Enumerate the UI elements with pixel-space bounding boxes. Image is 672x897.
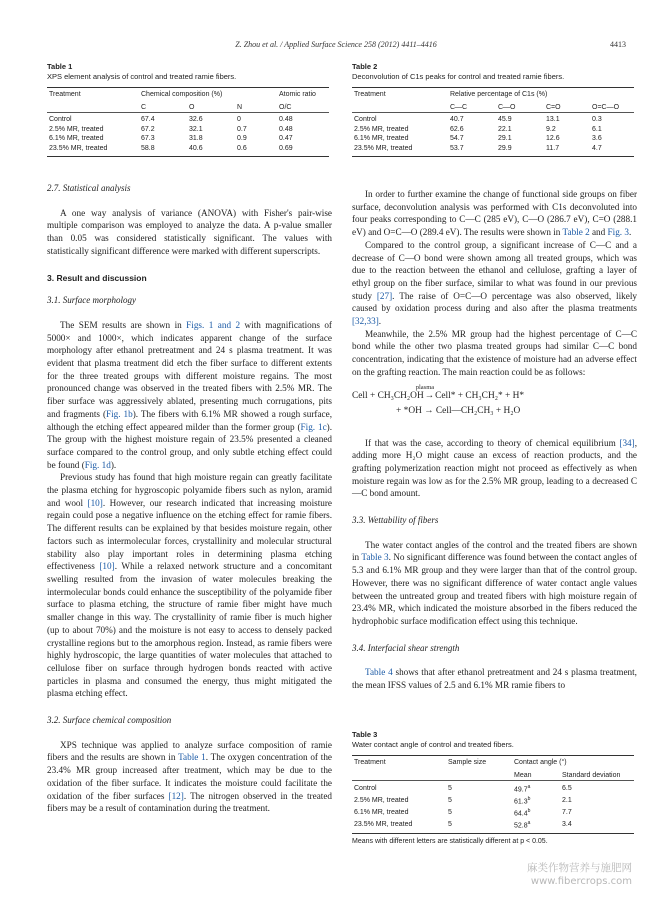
subheader-n: N <box>237 103 243 111</box>
fig-1b-link[interactable]: Fig. 1b <box>106 408 133 419</box>
table-row: 2.5% MR, treated 62.6 22.1 9.2 6.1 <box>354 125 602 133</box>
left-column <box>47 182 332 815</box>
table-2-caption: Deconvolution of C1s peaks for control and treated ramie fibers. <box>352 72 565 81</box>
ref-34-link[interactable]: [34] <box>619 437 635 448</box>
table-3-label: Table 3 <box>352 730 378 739</box>
table-4-link[interactable]: Table 4 <box>365 667 393 678</box>
table-header-row <box>352 88 634 100</box>
watermark-url: www.fibercrops.com <box>530 876 632 887</box>
table-row: 23.5% MR, treated 5 52.8$^a$ 3.4 <box>352 819 634 833</box>
header-contact-angle: Contact angle (°) <box>514 759 567 766</box>
ref-32-33-link[interactable]: [32,33] <box>352 316 379 327</box>
section-3-1-heading: 3.1. Surface morphology <box>47 295 136 306</box>
ref-10-link[interactable]: [10] <box>99 561 115 572</box>
journal-citation: Z. Zhou et al. / Applied Surface Science 258 (2012) 4411–4416 <box>235 40 437 49</box>
subheader-cc: C—C <box>450 103 468 111</box>
equation-line-2: + *OH → Cell—CH₂CH₃ + H₂O <box>396 405 521 416</box>
header-atomic-ratio: Atomic ratio <box>279 91 316 98</box>
table-1-link[interactable]: Table 1 <box>178 752 206 763</box>
table-row: 2.5% MR, treated 5 61.3$^b$ 2.1 <box>354 796 572 806</box>
figs-1-2-link[interactable]: Figs. 1 and 2 <box>186 319 241 330</box>
section-3-1-paragraph-2: Previous study has found that high moisture regain can greatly facilitate the plasma etching for hygroscopic polyamide fibers such as nylon, aramid and wool [10]. However, our research indicated that increasing moisture regain could pose a negative influence on the etching effect for ramie fibers. The different results can be explained by that besides moisture regain, other factors such as intermolecular forces, crystallinity and molecular structural stability also play important roles in determining plasma etching effectiveness [10]. While a relaxed network structure and a concomitant swelling resulted from the invasion of water molecules breaking the intermolecular bonds could enhance the susceptibility of the polyamide fiber surface to plasma etching, the structure of ramie fiber might have much smaller change in this way. The crystallinity of ramie fiber is much higher (up to about 70%) and the moisture is not easy to access to densely packed crystalline regions but to the amorphous region. Instead, as ramie fibers were highly hydroscopic, the large quantities of water molecules that attached to cellulose fiber on surface through hydrogen bonds reacted with active particles in plasma and consumed the energy, thus might mitigated the plasma etching effect. <box>47 472 332 699</box>
subheader-co: C—O <box>498 103 516 111</box>
fig-1c-link[interactable]: Fig. 1c <box>300 421 327 432</box>
header-chemical-composition: Chemical composition (%) <box>141 91 223 98</box>
deconvolution-paragraph: In order to further examine the change of functional side groups on fiber surface, deconvolution analysis was performed with C1s deconvoluted into four peaks corresponding to C—C (285 eV), C—O (286.7 eV), C=O (288.1 eV) and O=C—O (289.4 eV). The results were shown in Table 2 and Fig. 3. <box>352 189 637 238</box>
subheader-oco: O=C—O <box>592 103 620 111</box>
ref-27-link[interactable]: [27] <box>376 290 393 301</box>
table-2-link[interactable]: Table 2 <box>562 227 590 238</box>
significance-letter: a <box>527 819 531 826</box>
table-row: 6.1% MR, treated 67.3 31.8 0.9 0.47 <box>49 135 293 143</box>
significance-letter: b <box>527 808 531 815</box>
table-3-link[interactable]: Table 3 <box>361 552 389 563</box>
section-2-7-paragraph: A one way analysis of variance (ANOVA) with Fisher's pair-wise multiple comparison was employed to analyze the data. A p-value smaller than 0.05 was considered statistically significant. The values with statistically significant difference were marked with different superscripts. <box>47 207 332 256</box>
reaction-equation <box>352 383 637 421</box>
table-3-footnote: Means with different letters are statistically different at p < 0.05. <box>352 837 548 845</box>
table-header-row <box>352 756 634 768</box>
table-1 <box>47 62 329 157</box>
table-subheader-row <box>352 100 634 113</box>
table-2-grid <box>352 87 634 157</box>
subheader-standard-deviation: Standard deviation <box>562 771 621 779</box>
fig-1d-link[interactable]: Fig. 1d <box>84 459 111 470</box>
table-row: 23.5% MR, treated 53.7 29.9 11.7 4.7 <box>352 144 634 156</box>
table-row: 23.5% MR, treated 58.8 40.6 0.6 0.69 <box>47 144 329 156</box>
table-row: 2.5% MR, treated 67.2 32.1 0.7 0.48 <box>49 125 293 133</box>
section-3-3-heading: 3.3. Wettability of fibers <box>352 515 439 526</box>
section-3-1-paragraph-1: The SEM results are shown in Figs. 1 and 2 with magnifications of 5000× and 1000×, which indicates apparent change of the surface morphology after ethanol pretreatment and 24 s plasma treatment. It was evident that plasma treatment did etch the fiber surface to different extents for the three treated groups with different moisture regains. The most pronounced change was observed in the treated fibers with 2.5% MR. The fiber surface was aggressively ablated, presenting much corrugations, pits and fragments (Fig. 1b). The fibers with 6.1% MR showed a rough surface, although the etching effect appeared milder than the former group (Fig. 1c). The group with the highest moisture regain of 23.5% presented a cleaned surface compared to the control group, and only subtle etching effect could be found (Fig. 1d). <box>47 319 333 470</box>
section-3-2-paragraph: XPS technique was applied to analyze surface composition of ramie fibers and the results are shown in Table 1. The oxygen concentration of the 23.4% MR group increased after treatment, which may be due to the oxidation of the fiber surface. It indicates the moisture could facilitate the oxidation of the fiber surfaces [12]. The nitrogen observed in the treated fibers may be a result of contamination during the treatment. <box>47 739 333 814</box>
header-treatment: Treatment <box>354 759 386 766</box>
subheader-c-double-o: C=O <box>546 103 561 111</box>
table-header-row <box>47 88 329 100</box>
subheader-c: C <box>141 103 147 111</box>
table-3-caption: Water contact angle of control and treated fibers. <box>352 740 514 749</box>
table-row: Control 5 49.7$^a$ 6.5 <box>354 784 572 794</box>
ref-12-link[interactable]: [12] <box>168 790 184 801</box>
table-1-caption: XPS element analysis of control and treated ramie fibers. <box>47 72 237 81</box>
comparison-paragraph: Compared to the control group, a significant increase of C—C and a decrease of C—O bond were shown among all treated groups, which was due to the reaction between the ethanol and cellulose, grafting a layer of ethyl group on the fiber surface, similar to what was found in our previous study [27]. The raise of O=C—O percentage was also observed, likely caused by oxidation process during and also after the plasma treatments [32,33]. <box>352 239 637 327</box>
section-3-2-heading: 3.2. Surface chemical composition <box>47 715 172 726</box>
table-3-grid <box>352 755 634 834</box>
section-3-4-paragraph: Table 4 shows that after ethanol pretreatment and 24 s plasma treatment, the mean IFSS values of 2.5 and 6.1% MR ramie fibers to <box>352 667 637 691</box>
right-column <box>352 188 637 692</box>
table-2 <box>352 62 634 157</box>
plasma-label: plasma <box>415 383 435 391</box>
section-3-4-heading: 3.4. Interfacial shear strength <box>352 642 460 653</box>
header-sample-size: Sample size <box>448 759 487 766</box>
table-2-label: Table 2 <box>352 62 378 71</box>
table-row: 6.1% MR, treated 54.7 29.1 12.6 3.6 <box>354 135 602 143</box>
equation-line-1: Cell + CH₃CH₂OH plasma →Cell* + CH₃CH₂* + H* <box>352 389 524 403</box>
ref-10-link[interactable]: [10] <box>87 497 103 508</box>
header-treatment: Treatment <box>49 91 81 98</box>
watermark <box>527 860 632 887</box>
header-treatment: Treatment <box>354 91 386 98</box>
meanwhile-paragraph: Meanwhile, the 2.5% MR group had the highest percentage of C—C bond while the other two plasma treated groups had similar C—C bond concentration, indicating that the existence of moisture had an adverse effect on the grafting reaction. The main reaction could be as follows: <box>352 328 637 377</box>
fig-3-link[interactable]: Fig. 3 <box>607 227 629 238</box>
table-row: Control 67.4 32.6 0 0.48 <box>49 116 293 124</box>
table-subheader-row <box>47 100 329 113</box>
subheader-oc: O/C <box>279 103 292 111</box>
equilibrium-paragraph: If that was the case, according to theory of chemical equilibrium [34], adding more H₂O might cause an excess of reaction products, and the grafting polymerization reaction might not proceed as effectively as when moisture regain was low as for the 2.5% MR group, leading to a decreased C—C bond amount. <box>352 437 637 499</box>
table-row: Control 40.7 45.9 13.1 0.3 <box>354 116 602 124</box>
table-3 <box>352 730 634 845</box>
table-1-label: Table 1 <box>47 62 73 71</box>
table-subheader-row <box>352 768 634 781</box>
table-1-grid <box>47 87 329 157</box>
table-row: 6.1% MR, treated 5 64.4$^b$ 7.7 <box>354 808 572 818</box>
subheader-o: O <box>189 103 195 111</box>
significance-letter: b <box>527 796 531 803</box>
section-2-7-heading: 2.7. Statistical analysis <box>47 183 131 193</box>
running-header <box>0 40 672 49</box>
section-3-heading: 3. Result and discussion <box>47 272 147 283</box>
significance-letter: a <box>527 784 531 791</box>
header-relative-percentage: Relative percentage of C1s (%) <box>450 91 548 98</box>
page-number: 4413 <box>610 40 626 49</box>
subheader-mean: Mean <box>514 771 532 779</box>
section-3-3-paragraph: The water contact angles of the control and the treated fibers are shown in Table 3. No significant difference was found between the contact angles of 5.3 and 6.1% MR group and they were larger than that of the control group. However, there was no significant difference of water contact angle values between the untreated group and treated fibers with high moisture regain of 23.4% MR, which indicated the moisture absorbed in the fibers reduced the hydrophobic surface modification effect using this technique. <box>352 539 638 626</box>
reaction-arrow: → <box>424 390 435 401</box>
watermark-chinese-text: 麻类作物营养与施肥网 <box>527 862 632 874</box>
